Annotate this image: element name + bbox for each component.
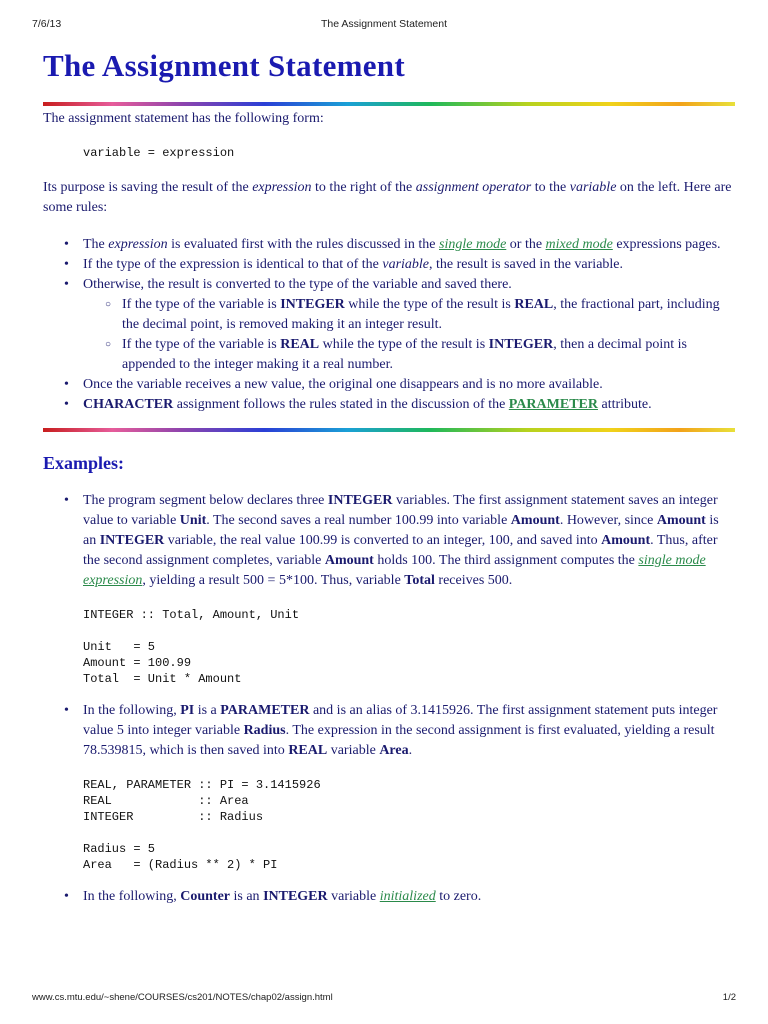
initialized-link[interactable]: initialized [379,889,436,904]
purpose-paragraph: Its purpose is saving the result of the expression to the right of the assignment operator to the variable on the left. Here are some rules: [43,180,732,215]
example-1-code: INTEGER :: Total, Amount, Unit Unit = 5 Amount = 100.99 Total = Unit * Amount [83,608,300,686]
page-number: 1/2 [722,992,736,1003]
single-mode-expression-link[interactable]: single mode expression [83,553,706,588]
examples-heading: Examples: [43,453,124,473]
examples-list [43,491,735,907]
single-mode-link[interactable]: single mode [439,237,507,252]
rainbow-divider [43,428,735,432]
main-content [43,43,735,907]
example-2-code: REAL, PARAMETER :: PI = 3.1415926 REAL :: Area INTEGER :: Radius Radius = 5 Area = (Radius ** 2) * PI [83,778,321,872]
list-item: • Otherwise, the result is converted to the type of the variable and saved there. ○ If the type of the variable is INTEGER while the type of the result is REAL, the fractional part, including the decimal point, is removed making it an integer result. ○ If the type of the variable is REAL while the type of the result is INTEGER, then a decimal point is appended to the integer making it a real number. [43,275,735,375]
rules-list [43,235,735,415]
list-item: • If the type of the expression is identical to that of the variable, the result is saved in the variable. [43,255,735,275]
example-1-text: • The program segment below declares three INTEGER variables. The first assignment statement saves an integer value to variable Unit. The second saves a real number 100.99 into variable Amount. However, since Amount is an INTEGER variable, the real value 100.99 is converted to an integer, 100, and saved into Amount. Thus, after the second assignment completes, variable Amount holds 100. The third assignment computes the single mode expression, yielding a result 500 = 5*100. Thus, variable Total receives 500. [83,493,719,588]
list-item: • In the following, Counter is an INTEGER variable initialized to zero. [43,887,735,907]
rainbow-divider [43,102,735,106]
intro-text: The assignment statement has the following form: [43,111,324,126]
list-item [43,491,735,687]
list-item: • CHARACTER assignment follows the rules stated in the discussion of the PARAMETER attribute. [43,395,735,415]
print-footer [0,992,768,1008]
sub-rules-list [83,295,735,375]
list-item: • Once the variable receives a new value, the original one disappears and is no more available. [43,375,735,395]
print-date: 7/6/13 [32,18,62,30]
print-url: www.cs.mtu.edu/~shene/COURSES/cs201/NOTES/chap02/assign.html [32,992,333,1003]
list-item: • The expression is evaluated first with the rules discussed in the single mode or the mixed mode expressions pages. [43,235,735,255]
example-2-text: • In the following, PI is a PARAMETER and is an alias of 3.1415926. The first assignment statement puts integer value 5 into integer variable Radius. The expression in the second assignment is first evaluated, yielding a result 78.539815, which is then saved into REAL variable Area. [83,703,718,758]
list-item: ○ If the type of the variable is INTEGER while the type of the result is REAL, the fractional part, including the decimal point, is removed making it an integer result. [83,295,735,335]
print-header [0,14,768,30]
mixed-mode-link[interactable]: mixed mode [545,237,613,252]
list-item: ○ If the type of the variable is REAL while the type of the result is INTEGER, then a decimal point is appended to the integer making it a real number. [83,335,735,375]
print-title: The Assignment Statement [320,18,448,30]
page-title: The Assignment Statement [43,48,405,83]
form-code: variable = expression [83,146,235,160]
list-item [43,701,735,873]
parameter-link[interactable]: PARAMETER [508,397,598,412]
